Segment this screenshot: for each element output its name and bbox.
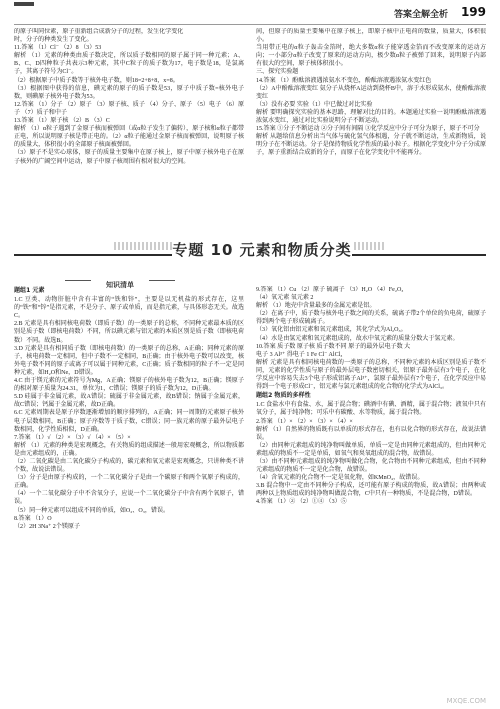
answer-paragraph: （2）2H 3Na⁺ 2个镁原子	[14, 523, 81, 530]
answer-paragraph: （5）同一种元素可以组成不同的单质，如O₂、O₃，错误。	[14, 507, 170, 514]
answer-paragraph: （2）二氧化碳是由二氧化碳分子构成的，碳元素和氧元素是宏观概念，只讲种类不讲个数，故说法错误。	[14, 458, 244, 474]
section-heading	[95, 274, 145, 289]
top-left-column	[14, 28, 244, 166]
chapter-title-box	[172, 236, 352, 264]
answer-paragraph: 时，分子的种类发生了变化。	[14, 37, 93, 44]
answer-paragraph: 的原子叫同位素，原子重新组合成新分子的过程，发生化学变化	[14, 29, 184, 35]
answer-paragraph: 12.答案 （1）分子 （2）原子 （3）原子核、质子 （4）分子、原子 （5）电子 （6）原子 （7）质子和中子	[14, 101, 244, 116]
banner-brush-left	[114, 242, 174, 250]
page-number: 199	[460, 5, 486, 19]
page-header	[14, 6, 486, 25]
chapter-title: 专题 10 元素和物质分类	[172, 241, 352, 259]
answer-paragraph: 解析 从题给信息分析出当气体与硫化氢气体相遇，分子就不断运动，生成新物质，说明分子在不断运动。分子是保持物质化学性质的最小粒子。根据化学变化中分子分成原子，原子重新结合成新的分子，而原子在化学变化中不能再分。	[256, 134, 486, 157]
answer-paragraph: （3）分子是由原子构成的，一个二氧化碳分子是由一个碳原子和两个氧原子构成的，正确。	[14, 475, 244, 490]
answer-paragraph: 9.答案 （1）Cu （2）原子 硫离子 （3）H₂O （4）Fe₂O₃	[256, 287, 404, 293]
answer-paragraph: 4.答案 （1）② （2）①④ （3）⑤	[256, 499, 347, 506]
answer-paragraph: （4）含氧元素的化合物不一定是氧化物，如KMnO₄，故错误。	[256, 475, 424, 482]
chapter-banner	[14, 232, 486, 266]
answer-paragraph: 解析 （1）元素的种类由质子数决定，所以质子数相同的原子属于同一种元素；A、B、C、D四种粒子共表示3种元素，其中C粒子的质子数为17，电子数是18，是氯离子，其离子符号为Cl⁻。	[14, 53, 244, 76]
answer-paragraph: （3）氧化铝由铝元素和氧元素组成，其化学式为Al₂O₃。	[256, 327, 407, 334]
answer-paragraph: 题组1 元素	[14, 287, 45, 294]
answer-paragraph: 8.答案 （1）O	[14, 515, 52, 522]
answer-paragraph: （2）在离子中，质子数与核外电子数之间的关系，硫离子带2个单位的负电荷，硫原子得到两个电子形成硫离子。	[256, 311, 486, 326]
answer-paragraph: （3）没有必要 实验（1）中已做过对比实验	[256, 101, 373, 108]
top-right-column	[256, 28, 486, 158]
answer-paragraph: （4）水是由氢元素和氧元素组成的，故水中氧元素的质量分数大于氢元素。	[256, 335, 459, 342]
bottom-left-column	[14, 286, 244, 531]
answer-paragraph: （3）原子不是实心球体，原子的质量主要集中在原子核上，原子中原子核外电子在原子核外的广阔空间中运动，原子中原子核周围有相对很大的空间。	[14, 150, 244, 165]
header-label: 答案全解全析	[393, 10, 448, 20]
answer-paragraph: 3.B 混合物中一定由不同种分子构成，还可能有原子构成的物质，故A错误；由两种或两种以上物质组成的纯净物叫做混合物，C中只有一种物质，不是混合物，D错误。	[256, 483, 486, 498]
answer-paragraph: 解析 （1）地壳中含量最多的金属元素是铝。	[256, 303, 376, 310]
answer-paragraph: 三、探究实验题	[256, 69, 299, 76]
answer-paragraph: 电子 3 Al³⁺ 得电子 1 Fe Cl⁻ AlCl₃	[256, 351, 343, 358]
answer-paragraph: 7.答案 （1）√ （2）× （3）√ （4）× （5）×	[14, 434, 131, 441]
answer-paragraph: 13.答案 （1）原子核 （2）B （3）C	[14, 118, 110, 125]
answer-paragraph: 解析 （1）α粒子遇到了金原子核而被弹回（或α粒子发生了偏转），原子核和α粒子都带正电，所以说明原子核是带正电的。（2）α粒子能通过金原子核而被弹回，说明原子核的质量大，体积很小的全部原子核面被弹回。	[14, 126, 244, 149]
watermark: MXQE.COM	[446, 697, 486, 705]
answer-paragraph: 5.D 硅属于非金属元素，故A错误；硫属于非金属元素，故B错误；钠属于金属元素，故C错误；钙属于金属元素，故D正确。	[14, 394, 244, 409]
section-heading-text: 知识清单	[106, 281, 134, 289]
answer-paragraph: （4）氧元素 氧元素 2	[256, 295, 314, 302]
answer-paragraph: 2.答案 （1）× （2）× （3）× （4）×	[256, 418, 353, 425]
answer-paragraph: 解析 要明确探究实验的基本思路，理解对比的目的。本题通过实验一说明酚酞溶液遇浓氨水变红，通过对比实验说明分子不断运动。	[256, 109, 486, 125]
answer-paragraph: 当用带正电的α粒子轰击金箔时，绝大多数α粒子能穿透金箔而不改变原来的运动方向；一小部分α粒子改变了原来的运动方向，极少数α粒子被弹了回来，说明原子内部有很大的空间，原子核体积很小。	[256, 45, 486, 68]
answer-paragraph: 1.C 食盐水中有食盐、水，属于混合物；碘酒中有碘、酒精，属于混合物；液氧中只有氧分子，属于纯净物；可乐中有碳酸、水等物质，属于混合物。	[256, 402, 486, 417]
answer-paragraph: 解析 （1）自然界的物质既有以单质的形式存在，也有以化合物的形式存在，故说法错误。	[256, 426, 486, 441]
answer-paragraph: 15.答案 ①分子不断运动 ②分子间有间隔 ③化学反应中分子可分为原子，原子不可分	[256, 126, 480, 133]
answer-paragraph: （2）由同种元素组成的纯净物叫做单质，单质一定是由同种元素组成的，但由同种元素组成的物质不一定是单质，如氧气和臭氧组成的混合物，故错误。	[256, 442, 486, 457]
answer-paragraph: 14.答案 （1）酚酞溶液遇浓氨水不变色，酚酞溶液遇浓氨水变红色	[256, 77, 432, 84]
answer-paragraph: （3）由不同种元素组成的纯净物叫做化合物，化合物由不同种元素组成，但由不同种元素组成的物质不一定是化合物，故错误。	[256, 458, 486, 474]
answer-paragraph: 题组2 物质的多样性	[256, 392, 311, 400]
answer-paragraph: 间，但原子的质量主要集中在原子核上，即原子核中正电荷的数量，质量大，体积很小。	[256, 29, 486, 44]
answer-paragraph: 3.D 元素是具有相同质子数（即核电荷数）的一类原子的总称，A正确；同种元素的原子，核电荷数一定相同，但中子数不一定相同，B正确；由于核外电子数可以改变，核外电子数不同的原子或离子可以属于同种元素，C正确；质子数相同的粒子不一定是同种元素，如H₂O和Ne，D错误。	[14, 345, 244, 376]
answer-paragraph: 解析 元素是具有相同核电荷数的一类原子的总称，不同种元素的本质区别是质子数不同，元素的化学性质与原子的最外层电子数密切相关，铝原子最外层有3个电子，在化学反应中容易失去3个电子形成铝离子Al³⁺，氯原子最外层有7个电子，在化学反应中易得到一个电子形成Cl⁻，铝元素与氯元素组成的化合物的化学式为AlCl₃。	[256, 359, 486, 391]
answer-paragraph: （2）根据原子中质子数等于核外电子数，则18=2+8+8，x=8。	[14, 77, 179, 84]
bottom-right-column	[256, 286, 486, 507]
answer-paragraph: 6.C 元素周期表是原子序数逐渐增加的顺序排列的，A正确；同一周期的元素原子核外电子层数相同，B正确；原子序数等于质子数，C错误；同一族元素的原子最外层电子数相同，化学性质相似，D正确。	[14, 410, 244, 433]
answer-paragraph: 4.C 由于镁元素的元素符号为Mg，A正确；镁原子的核外电子数为12，B正确；镁原子的相对原子质量为24.31，单位为1，C错误；镁原子的质子数为12，D正确。	[14, 378, 244, 393]
answer-paragraph: （3）根据图中获得的信息，碘元素的原子的质子数是53，原子中质子数=核外电子数，则碘原子核外电子数为53。	[14, 85, 244, 100]
answer-paragraph: 2.B 元素是具有相同核电荷数（即质子数）的一类原子的总称，不同种元素最本质的区别是质子数（即核电荷数）不同，所以碘元素与铝元素的本质区别是质子数（即核电荷数）不同。故选B。	[14, 321, 244, 344]
answer-paragraph: 1.C 豆类、动物肝脏中含有丰富的“铁和锌”，主要是以无机盐的形式存在，这里的“铁”和“锌”是指元素，不是分子、原子或单质，而是指元素，与具体形态无关。故选C。	[14, 297, 244, 320]
answer-paragraph: 解析 （1）元素的种类是宏观概念，有关物质的组成描述一般用宏观概念，所以物质都是由元素组成的，正确。	[14, 442, 244, 457]
answer-paragraph: （2）A中酚酞溶液变红 氨分子从烧杯A运动到烧杯B中，溶于水形成氨水，使酚酞溶液变红	[256, 85, 486, 100]
answer-paragraph: 11.答案 （1）Cl⁻ （2）8 （3）53	[14, 45, 102, 52]
answer-paragraph: 10.答案 质子数 原子核 质子数不同 原子的最外层电子数 大	[256, 343, 411, 350]
answer-paragraph: （4）一个二氧化碳分子中不含氧分子，应说一个二氧化碳分子中含有两个氧原子，错误。	[14, 491, 244, 506]
